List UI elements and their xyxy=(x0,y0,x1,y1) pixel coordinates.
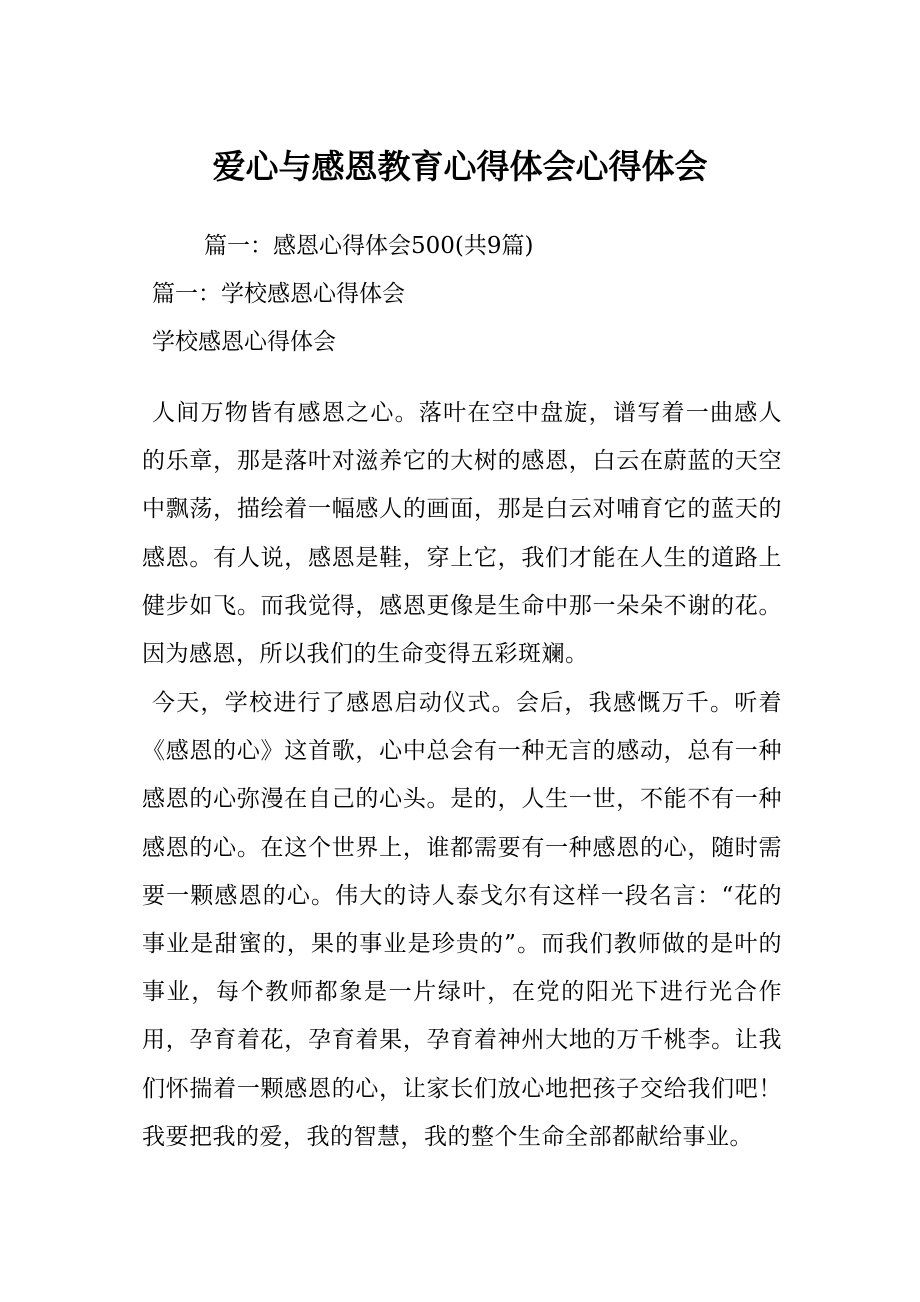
section-heading: 篇一：学校感恩心得体会 xyxy=(152,281,405,307)
article-heading: 学校感恩心得体会 xyxy=(152,329,336,355)
body-paragraph-2: 今天，学校进行了感恩启动仪式。会后，我感慨万千。听着《感恩的心》这首歌，心中总会有一种无言的感动，总有一种感恩的心弥漫在自己的心头。是的，人生一世，不能不有一种感恩的心。在这个世界上，谁都需要有一种感恩的心，随时需要一颗感恩的心。伟大的诗人泰戈尔有这样一段名言：“花的事业是甜蜜的，果的事业是珍贵的”。而我们教师做的是叶的事业，每个教师都象是一片绿叶，在党的阳光下进行光合作用，孕育着花，孕育着果，孕育着神州大地的万千桃李。让我们怀揣着一颗感恩的心，让家长们放心地把孩子交给我们吧！我要把我的爱，我的智慧，我的整个生命全部都献给事业。 xyxy=(142,690,782,1150)
body-paragraph-1: 人间万物皆有感恩之心。落叶在空中盘旋，谱写着一曲感人的乐章，那是落叶对滋养它的大树的感恩，白云在蔚蓝的天空中飘荡，描绘着一幅感人的画面，那是白云对哺育它的蓝天的感恩。有人说，感恩是鞋，穿上它，我们才能在人生的道路上健步如飞。而我觉得，感恩更像是生命中那一朵朵不谢的花。因为感恩，所以我们的生命变得五彩斑斓。 xyxy=(142,400,782,668)
document-subtitle: 篇一：感恩心得体会500(共9篇) xyxy=(204,233,534,259)
document-title: 爱心与感恩教育心得体会心得体会 xyxy=(212,147,708,186)
